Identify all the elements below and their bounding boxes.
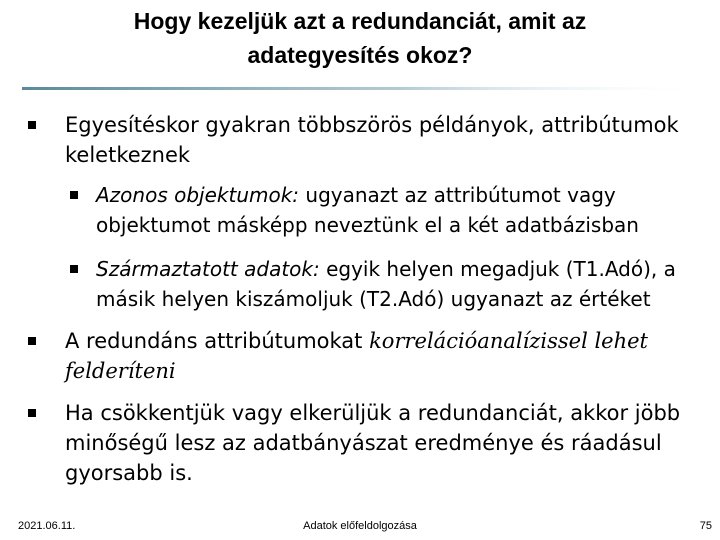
page-number: 75: [699, 520, 712, 532]
bullet-italic-term: korrelációanalízissel lehet felderíteni: [65, 329, 648, 383]
bullet-italic-term: Azonos objektumok:: [96, 183, 300, 207]
footer-title: Adatok előfeldolgozása: [303, 520, 417, 532]
square-bullet-icon: [28, 337, 36, 345]
bullet-text: [65, 326, 695, 386]
square-bullet-icon: [70, 265, 78, 273]
square-bullet-icon: [28, 409, 36, 417]
bullet-body: egyik helyen megadjuk (T1.Adó), a másik helyen kiszámoljuk (T2.Adó) ugyanazt az értéket: [96, 257, 676, 311]
slide-title: [40, 4, 680, 72]
bullet-text: Egyesítéskor gyakran többszörös példányok, attribútumok keletkeznek: [65, 113, 679, 167]
bullet-text: [96, 180, 696, 240]
slide-title-line-2: adategyesítés okoz?: [247, 42, 473, 68]
bullet-body: A redundáns attribútumokat: [65, 329, 370, 353]
slide-title-line-1: Hogy kezeljük azt a redundanciát, amit az: [133, 8, 587, 34]
square-bullet-icon: [70, 191, 78, 199]
bullet-text: [96, 254, 696, 314]
title-divider: [22, 87, 708, 90]
footer-date: 2021.06.11.: [18, 520, 76, 532]
bullet-item-2: [65, 326, 695, 386]
bullet-item-3: [65, 398, 695, 488]
bullet-body: ugyanazt az attribútumot vagy objektumot másképp neveztünk el a két adatbázisban: [96, 183, 639, 237]
bullet-italic-term: Származtatott adatok:: [96, 257, 320, 281]
square-bullet-icon: [28, 121, 36, 129]
sub-bullet-item-1: [96, 180, 696, 240]
bullet-item-1: [65, 110, 695, 170]
bullet-text: Ha csökkentjük vagy elkerüljük a redundanciát, akkor jöbb minőségű lesz az adatbányászat eredménye és ráadásul gyorsabb is.: [65, 401, 681, 485]
sub-bullet-item-2: [96, 254, 696, 314]
title-divider-gradient: [22, 87, 708, 90]
